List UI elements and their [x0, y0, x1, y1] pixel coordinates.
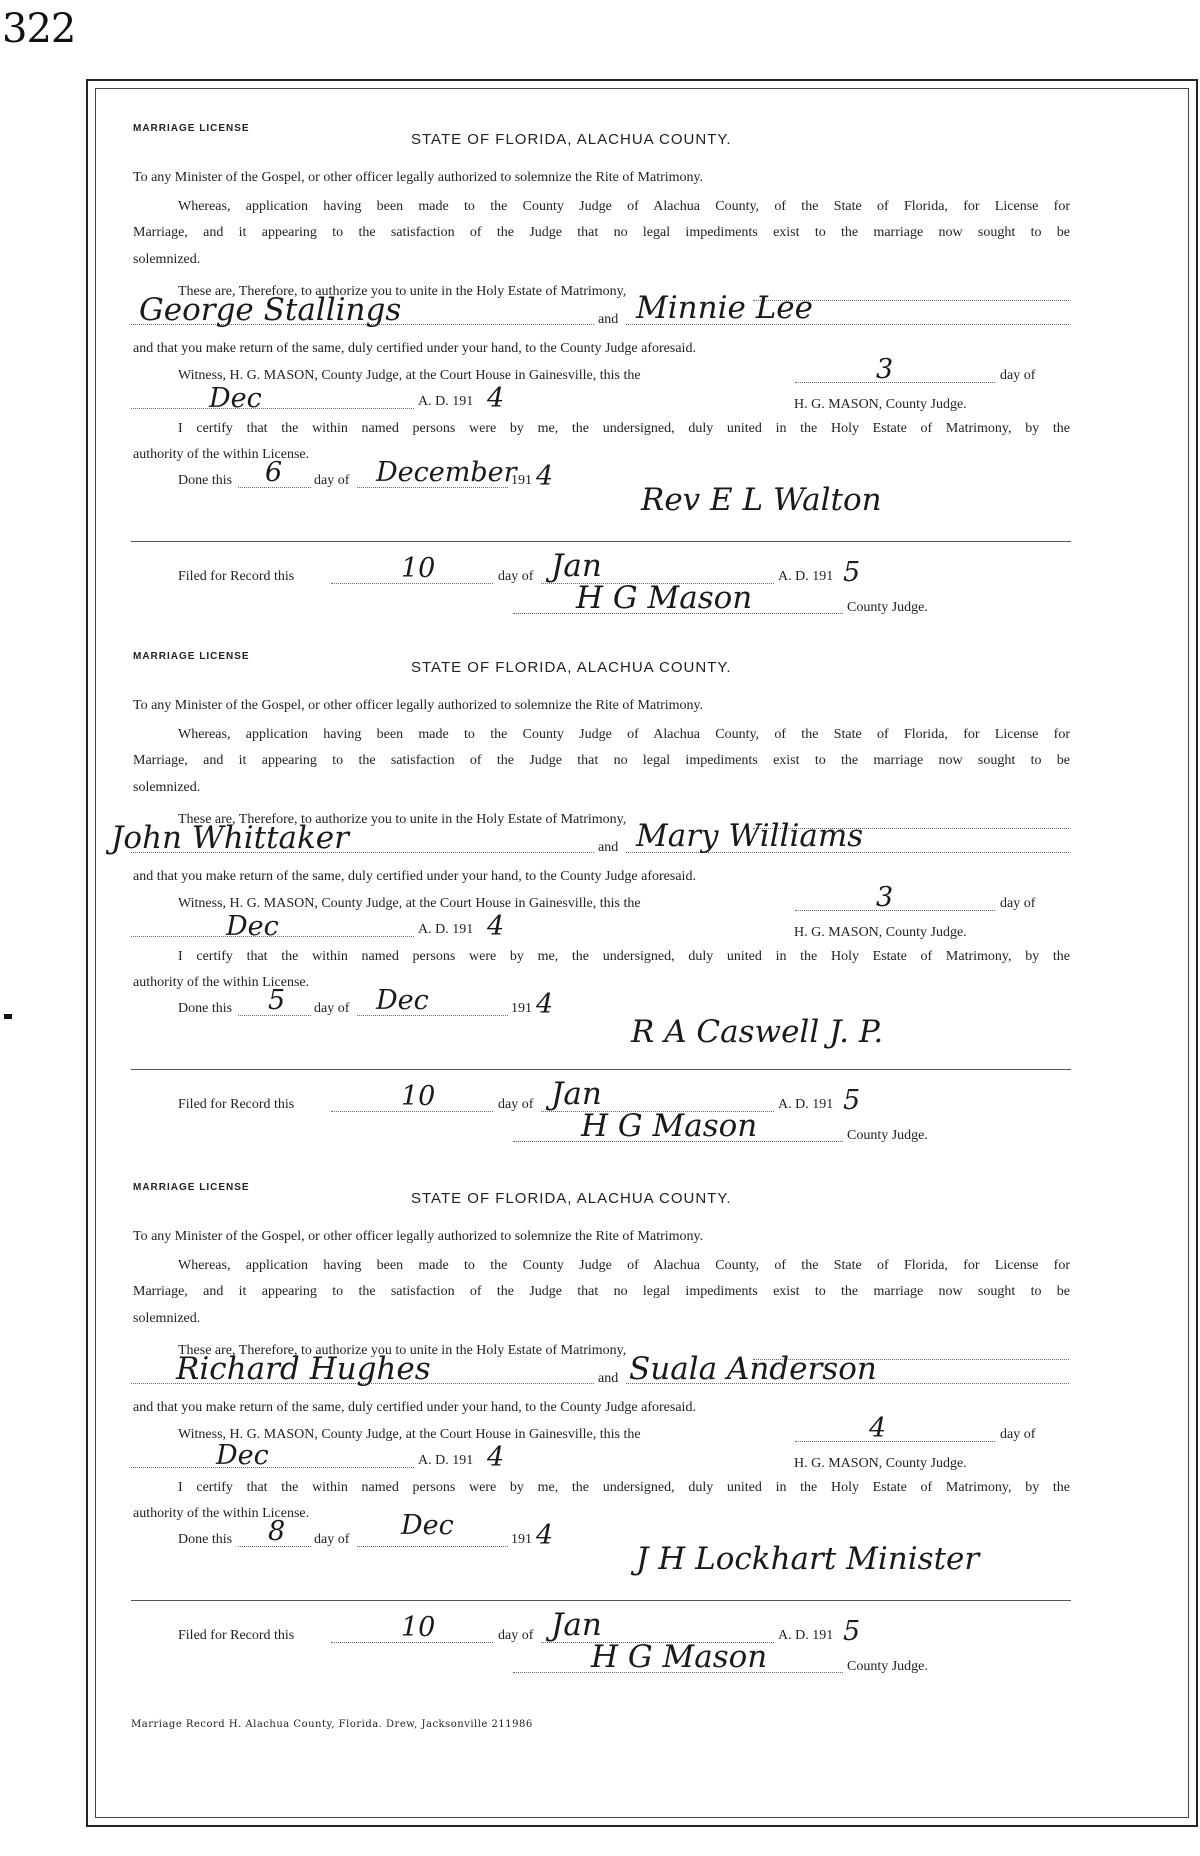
- marriage-license-record-1: [131, 123, 1071, 648]
- marriage-license-label: MARRIAGE LICENSE: [133, 1182, 250, 1193]
- certify-line-1: I certify that the within named persons were by me, the undersigned, duly united in the Holy Estate of Matrimony, by the: [178, 421, 1070, 436]
- whereas-line-2: Marriage, and it appearing to the satisfaction of the Judge that no legal impediments exist to the marriage now sought to be: [133, 1284, 1070, 1299]
- filed-month: Jan: [551, 1607, 602, 1643]
- day-of-text: day of: [1000, 896, 1036, 911]
- and-text: and: [598, 312, 619, 327]
- done-month: Dec: [401, 1510, 454, 1541]
- to-minister-text: To any Minister of the Gospel, or other officer legally authorized to solemnize the Rite of Matrimony.: [133, 698, 704, 713]
- bride-name: Mary Williams: [636, 818, 864, 854]
- return-text: and that you make return of the same, duly certified under your hand, to the County Judge aforesaid.: [133, 1400, 696, 1415]
- filed-day: 10: [401, 1612, 436, 1643]
- filed-day: 10: [401, 1081, 436, 1112]
- clerk-signature: H G Mason: [591, 1639, 768, 1675]
- whereas-line-2: Marriage, and it appearing to the satisfaction of the Judge that no legal impediments exist to the marriage now sought to be: [133, 753, 1070, 768]
- certify-line-1: I certify that the within named persons were by me, the undersigned, duly united in the Holy Estate of Matrimony, by the: [178, 949, 1070, 964]
- license-month-fill-line: [131, 408, 414, 409]
- whereas-line-1: Whereas, application having been made to the County Judge of Alachua County, of the State of Florida, for License for: [178, 1258, 1070, 1273]
- done-day-of-text: day of: [314, 1532, 350, 1547]
- marriage-license-label: MARRIAGE LICENSE: [133, 123, 250, 134]
- judge-name-text: H. G. MASON, County Judge.: [794, 1456, 967, 1471]
- filed-day-of-text: day of: [498, 1097, 534, 1112]
- done-month-fill-line: [357, 1546, 508, 1547]
- officiant-signature: J H Lockhart Minister: [636, 1541, 980, 1577]
- filed-month: Jan: [551, 548, 602, 584]
- bride-name: Suala Anderson: [629, 1351, 877, 1387]
- bride-name: Minnie Lee: [636, 290, 813, 326]
- license-month: Dec: [209, 383, 262, 414]
- license-year-digit: 4: [487, 1442, 505, 1473]
- certify-line-2: authority of the within License.: [133, 975, 310, 990]
- filed-ad-text: A. D. 191: [778, 1097, 834, 1112]
- whereas-line-1: Whereas, application having been made to the County Judge of Alachua County, of the State of Florida, for License for: [178, 727, 1070, 742]
- done-day: 6: [265, 457, 283, 488]
- filed-day: 10: [401, 553, 436, 584]
- filed-for-record-text: Filed for Record this: [178, 1097, 295, 1112]
- done-year-prefix: 191: [511, 1001, 532, 1016]
- clerk-signature: H G Mason: [576, 580, 753, 616]
- marriage-license-record-3: [131, 1182, 1071, 1707]
- authorize-text: These are, Therefore, to authorize you to unite in the Holy Estate of Matrimony,: [178, 1343, 627, 1358]
- officiant-signature: Rev E L Walton: [641, 482, 882, 518]
- done-day: 5: [268, 985, 286, 1016]
- judge-name-text: H. G. MASON, County Judge.: [794, 397, 967, 412]
- judge-name-text: H. G. MASON, County Judge.: [794, 925, 967, 940]
- to-minister-text: To any Minister of the Gospel, or other officer legally authorized to solemnize the Rite of Matrimony.: [133, 170, 704, 185]
- license-day: 3: [876, 882, 894, 913]
- state-county-title: STATE OF FLORIDA, ALACHUA COUNTY.: [411, 131, 732, 148]
- done-year-prefix: 191: [511, 1532, 532, 1547]
- section-divider: [131, 1069, 1071, 1070]
- license-month: Dec: [226, 911, 279, 942]
- done-month: Dec: [376, 985, 429, 1016]
- filed-year-digit: 5: [843, 1085, 861, 1116]
- margin-tick-mark: [4, 1014, 12, 1019]
- witness-text: Witness, H. G. MASON, County Judge, at the Court House in Gainesville, this the: [178, 368, 641, 383]
- done-day-of-text: day of: [314, 473, 350, 488]
- license-day-fill-line: [795, 382, 995, 383]
- whereas-line-3: solemnized.: [133, 780, 201, 795]
- license-year-digit: 4: [487, 911, 505, 942]
- filed-year-digit: 5: [843, 557, 861, 588]
- done-year-digit: 4: [536, 989, 554, 1020]
- filed-day-of-text: day of: [498, 569, 534, 584]
- witness-text: Witness, H. G. MASON, County Judge, at the Court House in Gainesville, this the: [178, 1427, 641, 1442]
- done-year-digit: 4: [536, 461, 554, 492]
- license-day-fill-line: [795, 1441, 995, 1442]
- authorize-text: These are, Therefore, to authorize you to unite in the Holy Estate of Matrimony,: [178, 812, 627, 827]
- whereas-line-3: solemnized.: [133, 252, 201, 267]
- license-month: Dec: [216, 1440, 269, 1471]
- filed-for-record-text: Filed for Record this: [178, 1628, 295, 1643]
- record-book-footer: Marriage Record H. Alachua County, Florida. Drew, Jacksonville 211986: [131, 1719, 533, 1730]
- certify-line-2: authority of the within License.: [133, 1506, 310, 1521]
- county-judge-text: County Judge.: [847, 600, 928, 615]
- filed-month: Jan: [551, 1076, 602, 1112]
- day-of-text: day of: [1000, 368, 1036, 383]
- marriage-license-label: MARRIAGE LICENSE: [133, 651, 250, 662]
- to-minister-text: To any Minister of the Gospel, or other officer legally authorized to solemnize the Rite of Matrimony.: [133, 1229, 704, 1244]
- county-judge-text: County Judge.: [847, 1128, 928, 1143]
- done-this-text: Done this: [178, 473, 233, 488]
- done-this-text: Done this: [178, 1532, 233, 1547]
- license-day: 4: [869, 1413, 887, 1444]
- done-day-of-text: day of: [314, 1001, 350, 1016]
- and-text: and: [598, 1371, 619, 1386]
- done-year-digit: 4: [536, 1520, 554, 1551]
- state-county-title: STATE OF FLORIDA, ALACHUA COUNTY.: [411, 1190, 732, 1207]
- whereas-line-1: Whereas, application having been made to the County Judge of Alachua County, of the State of Florida, for License for: [178, 199, 1070, 214]
- ad-year-text: A. D. 191: [418, 394, 474, 409]
- filed-year-digit: 5: [843, 1616, 861, 1647]
- section-divider: [131, 1600, 1071, 1601]
- license-year-digit: 4: [487, 383, 505, 414]
- groom-name: John Whittaker: [111, 820, 349, 856]
- ad-year-text: A. D. 191: [418, 922, 474, 937]
- filed-ad-text: A. D. 191: [778, 1628, 834, 1643]
- witness-text: Witness, H. G. MASON, County Judge, at the Court House in Gainesville, this the: [178, 896, 641, 911]
- license-month-fill-line: [131, 1467, 414, 1468]
- ad-year-text: A. D. 191: [418, 1453, 474, 1468]
- authorize-text: These are, Therefore, to authorize you to unite in the Holy Estate of Matrimony,: [178, 284, 627, 299]
- groom-name: George Stallings: [139, 292, 402, 328]
- done-this-text: Done this: [178, 1001, 233, 1016]
- marriage-license-record-2: [111, 651, 1071, 1176]
- groom-name: Richard Hughes: [176, 1351, 431, 1387]
- return-text: and that you make return of the same, duly certified under your hand, to the County Judge aforesaid.: [133, 341, 696, 356]
- whereas-line-3: solemnized.: [133, 1311, 201, 1326]
- state-county-title: STATE OF FLORIDA, ALACHUA COUNTY.: [411, 659, 732, 676]
- whereas-line-2: Marriage, and it appearing to the satisfaction of the Judge that no legal impediments exist to the marriage now sought to be: [133, 225, 1070, 240]
- officiant-signature: R A Caswell J. P.: [631, 1014, 884, 1050]
- certify-line-2: authority of the within License.: [133, 447, 310, 462]
- return-text: and that you make return of the same, duly certified under your hand, to the County Judge aforesaid.: [133, 869, 696, 884]
- license-day-fill-line: [795, 910, 995, 911]
- filed-ad-text: A. D. 191: [778, 569, 834, 584]
- day-of-text: day of: [1000, 1427, 1036, 1442]
- page-number: 322: [2, 6, 76, 52]
- and-text: and: [598, 840, 619, 855]
- done-year-prefix: 191: [511, 473, 532, 488]
- license-day: 3: [876, 354, 894, 385]
- section-divider: [131, 541, 1071, 542]
- filed-for-record-text: Filed for Record this: [178, 569, 295, 584]
- certify-line-1: I certify that the within named persons were by me, the undersigned, duly united in the Holy Estate of Matrimony, by the: [178, 1480, 1070, 1495]
- county-judge-text: County Judge.: [847, 1659, 928, 1674]
- done-month: December: [376, 457, 517, 488]
- clerk-signature: H G Mason: [581, 1108, 758, 1144]
- filed-day-of-text: day of: [498, 1628, 534, 1643]
- done-day: 8: [268, 1516, 286, 1547]
